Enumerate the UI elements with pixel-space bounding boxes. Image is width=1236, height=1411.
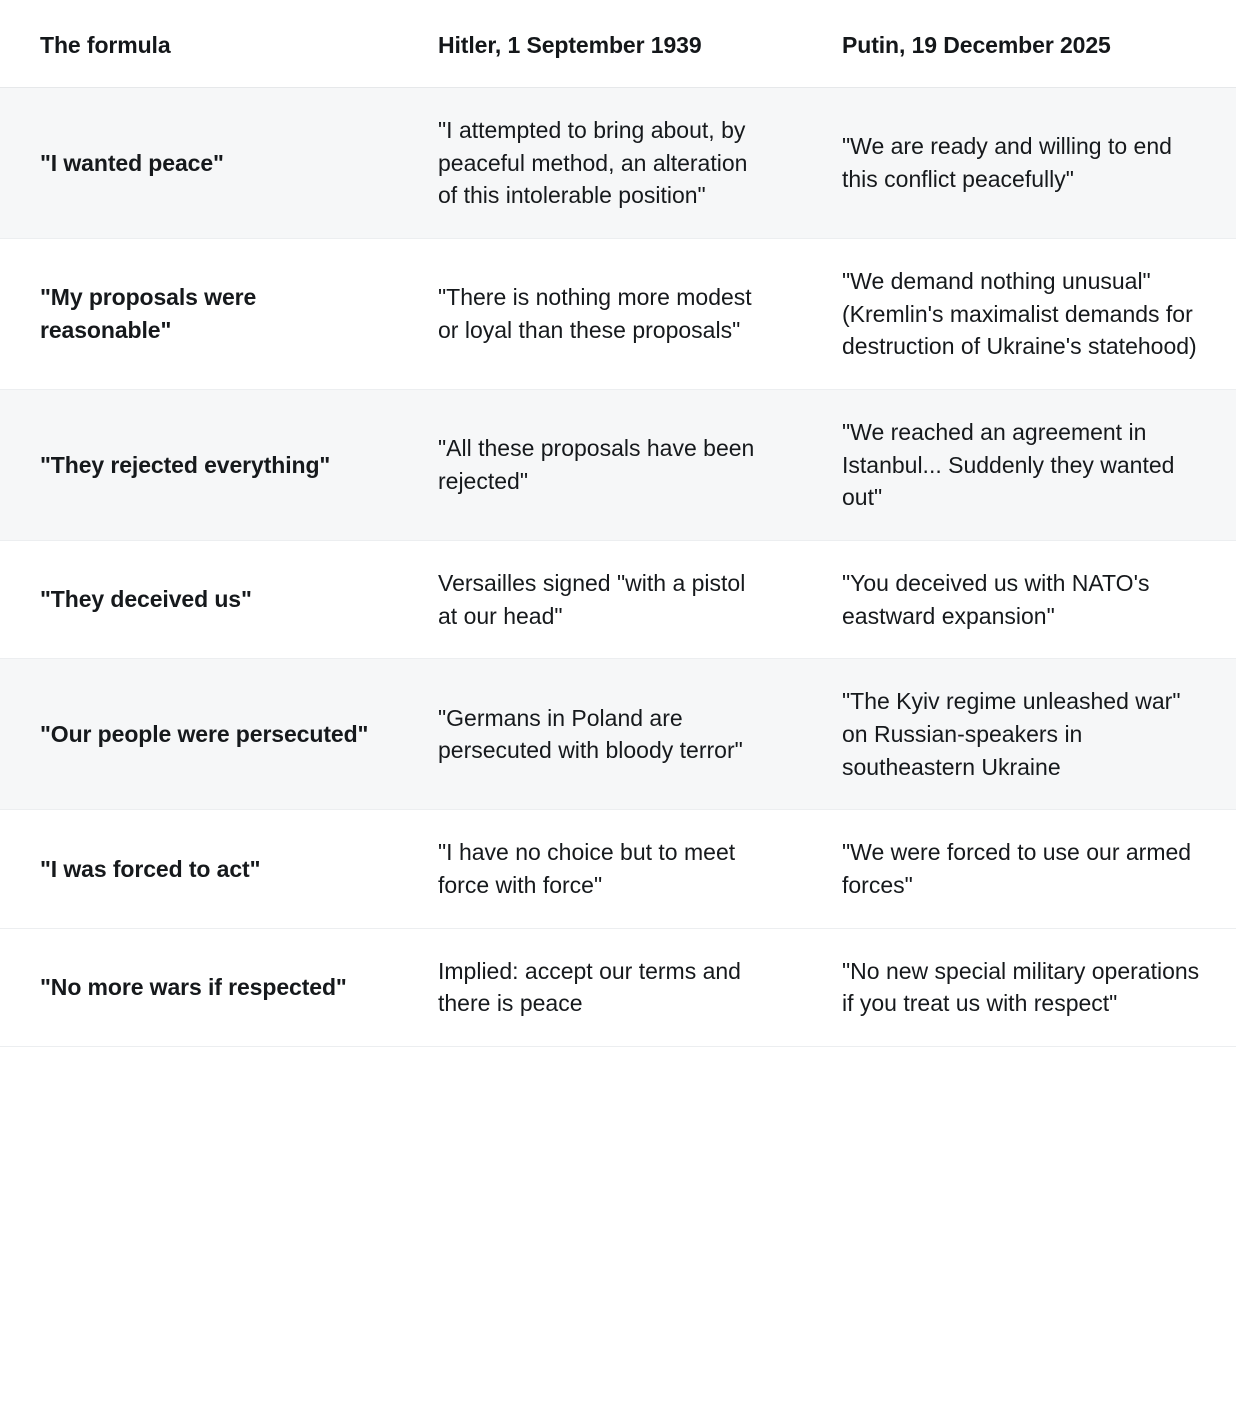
cell-hitler-quote: Implied: accept our terms and there is peace bbox=[400, 928, 804, 1046]
column-header-putin: Putin, 19 December 2025 bbox=[804, 0, 1236, 88]
table-row bbox=[0, 238, 1236, 389]
cell-hitler-quote: Versailles signed "with a pistol at our head" bbox=[400, 540, 804, 658]
cell-formula: "They deceived us" bbox=[0, 540, 400, 658]
cell-formula: "No more wars if respected" bbox=[0, 928, 400, 1046]
cell-putin-quote: "We demand nothing unusual" (Kremlin's maximalist demands for destruction of Ukraine's statehood) bbox=[804, 238, 1236, 389]
cell-hitler-quote: "I have no choice but to meet force with force" bbox=[400, 810, 804, 928]
cell-putin-quote: "You deceived us with NATO's eastward expansion" bbox=[804, 540, 1236, 658]
table-row bbox=[0, 540, 1236, 658]
cell-putin-quote: "We reached an agreement in Istanbul... Suddenly they wanted out" bbox=[804, 389, 1236, 540]
cell-formula: "My proposals were reasonable" bbox=[0, 238, 400, 389]
table-header-row bbox=[0, 0, 1236, 88]
cell-formula: "They rejected everything" bbox=[0, 389, 400, 540]
cell-hitler-quote: "I attempted to bring about, by peaceful method, an alteration of this intolerable position" bbox=[400, 88, 804, 239]
cell-hitler-quote: "There is nothing more modest or loyal than these proposals" bbox=[400, 238, 804, 389]
table-row bbox=[0, 928, 1236, 1046]
cell-putin-quote: "No new special military operations if you treat us with respect" bbox=[804, 928, 1236, 1046]
cell-formula: "Our people were persecuted" bbox=[0, 659, 400, 810]
table-header bbox=[0, 0, 1236, 88]
table-row bbox=[0, 88, 1236, 239]
cell-formula: "I was forced to act" bbox=[0, 810, 400, 928]
cell-putin-quote: "The Kyiv regime unleashed war" on Russian-speakers in southeastern Ukraine bbox=[804, 659, 1236, 810]
cell-formula: "I wanted peace" bbox=[0, 88, 400, 239]
table-row bbox=[0, 389, 1236, 540]
cell-hitler-quote: "All these proposals have been rejected" bbox=[400, 389, 804, 540]
cell-putin-quote: "We were forced to use our armed forces" bbox=[804, 810, 1236, 928]
cell-hitler-quote: "Germans in Poland are persecuted with bloody terror" bbox=[400, 659, 804, 810]
table-row bbox=[0, 659, 1236, 810]
cell-putin-quote: "We are ready and willing to end this conflict peacefully" bbox=[804, 88, 1236, 239]
table-row bbox=[0, 810, 1236, 928]
column-header-hitler: Hitler, 1 September 1939 bbox=[400, 0, 804, 88]
column-header-formula: The formula bbox=[0, 0, 400, 88]
table-body bbox=[0, 88, 1236, 1047]
